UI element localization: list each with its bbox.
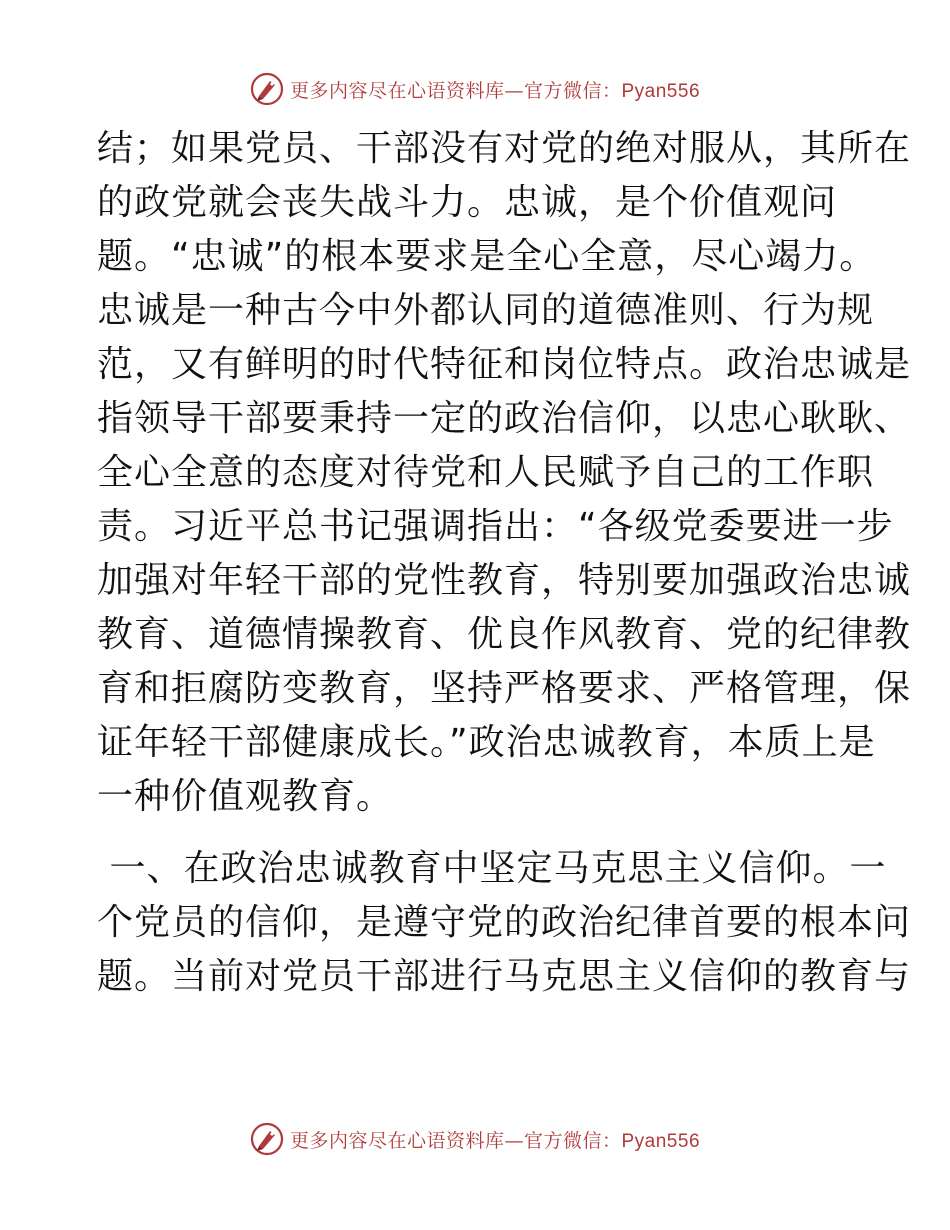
paragraph-gap [97,824,857,842]
text-line: 指领导干部要秉持一定的政治信仰，以忠心耿耿、 [97,398,912,439]
text-line: 个党员的信仰，是遵守党的政治纪律首要的根本问 [97,902,912,943]
header-wechat-id: Pyan556 [621,80,701,102]
footer-banner-text [290,1126,700,1153]
text-line: 结；如果党员、干部没有对党的绝对服从，其所在 [97,128,912,169]
header-banner-main: 更多内容尽在心语资料库—官方微信： [289,79,622,102]
text-line: 忠诚是一种古今中外都认同的道德准则、行为规 [97,290,875,331]
text-line: 题。“忠诚”的根本要求是全心全意，尽心竭力。 [97,236,877,277]
pen-nib-logo-icon [250,1122,284,1156]
page-footer [0,1122,950,1156]
pen-nib-logo-icon [250,72,284,106]
text-line: 证年轻干部健康成长。”政治忠诚教育，本质上是 [97,722,876,763]
text-line: 教育、道德情操教育、优良作风教育、党的纪律教 [97,614,912,655]
text-line: 育和拒腐防变教育，坚持严格要求、严格管理，保 [97,668,912,709]
page-header [0,72,950,106]
text-line: 责。习近平总书记强调指出：“各级党委要进一步 [97,506,894,547]
text-line: 的政党就会丧失战斗力。忠诚，是个价值观问 [97,182,838,223]
section-heading-line: 一、在政治忠诚教育中坚定马克思主义信仰。一 [97,848,887,889]
header-banner [250,72,700,106]
footer-banner-main: 更多内容尽在心语资料库—官方微信： [289,1129,622,1152]
text-line: 一种价值观教育。 [97,776,394,817]
footer-banner [250,1122,700,1156]
footer-wechat-id: Pyan556 [621,1130,701,1152]
paragraph-1 [97,122,912,824]
paragraph-2 [97,842,912,1004]
document-body [97,122,912,1004]
text-line: 全心全意的态度对待党和人民赋予自己的工作职 [97,452,875,493]
text-line: 题。当前对党员干部进行马克思主义信仰的教育与 [97,956,912,997]
header-banner-text [290,76,700,103]
text-line: 加强对年轻干部的党性教育，特别要加强政治忠诚 [97,560,912,601]
text-line: 范，又有鲜明的时代特征和岗位特点。政治忠诚是 [97,344,912,385]
